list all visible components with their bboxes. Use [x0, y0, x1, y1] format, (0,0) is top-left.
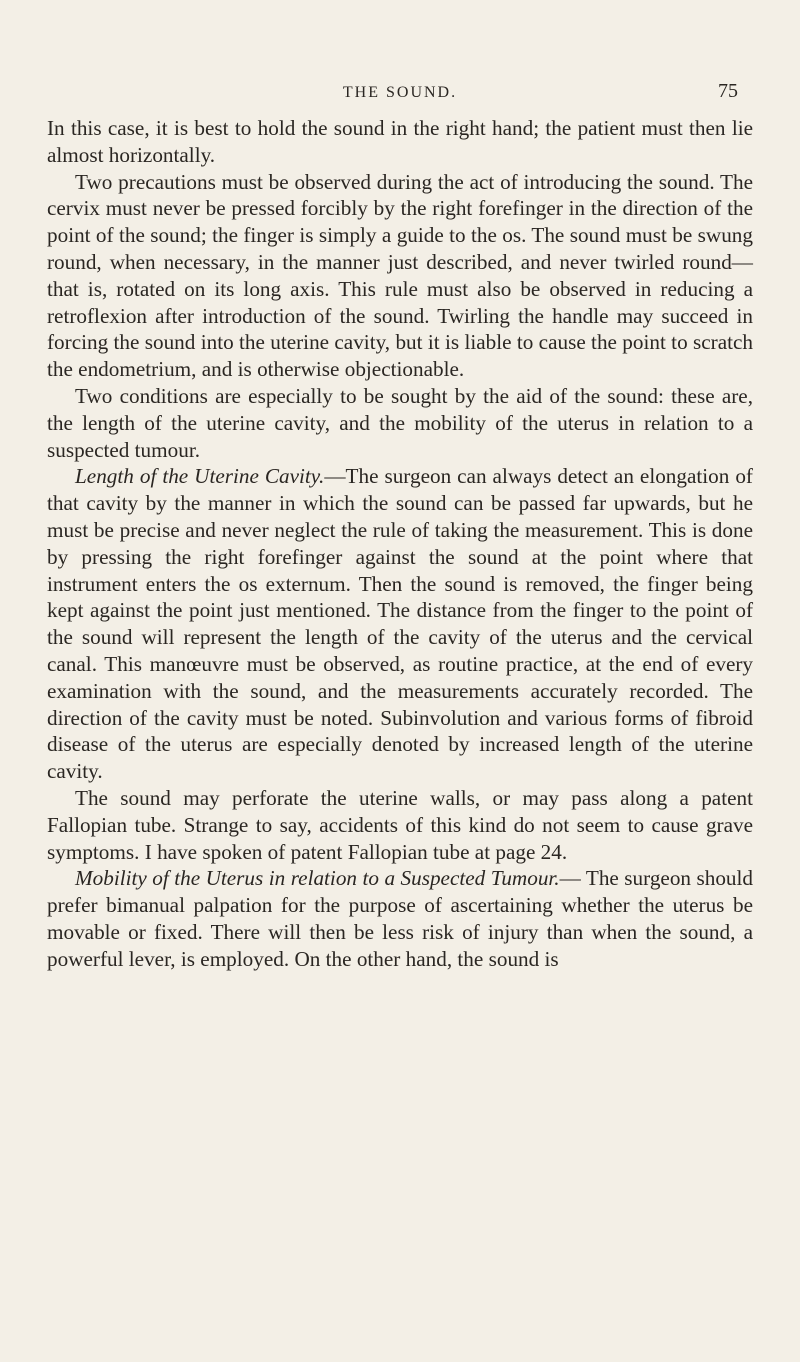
paragraph: Two precautions must be observed during the act of introducing the sound. The cervix must never be pressed forcibly by the right forefinger in the direction of the point of the sound; the finger is simply a guide to the os. The sound must be swung round, when necessary, in the manner just described, and never twirled round—that is, rotated on its long axis. This rule must also be observed in reducing a retroflexion after introduction of the sound. Twirling the handle may succeed in forcing the sound into the uterine cavity, but it is liable to cause the point to scratch the endometrium, and is otherwise objectionable. — [47, 169, 753, 382]
section-heading-length: Length of the Uterine Cavity. — [75, 464, 325, 489]
paragraph: In this case, it is best to hold the sound in the right hand; the patient must then lie almost horizontally. — [47, 116, 753, 167]
running-title: THE SOUND. — [342, 84, 458, 101]
paragraph-mobility-section — [47, 865, 753, 972]
section-text-length: —The surgeon can always detect an elongation of that cavity by the manner in which the sound can be passed far upwards, but he must be precise and never neglect the rule of taking the measurement. This is done by pressing the right forefinger against the sound at the point where that instrument enters the os externum. Then the sound is removed, the finger being kept against the point just mentioned. The distance from the finger to the point of the sound will represent the length of the cavity of the uterus and the cervical canal. This manœuvre must be observed, as routine practice, at the end of every examination with the sound, and the measurements accurately recorded. The direction of the cavity must be noted. Subinvolution and various forms of fibroid disease of the uterus are especially denoted by increased length of the uterine cavity. — [47, 464, 753, 784]
paragraph: The sound may perforate the uterine walls, or may pass along a patent Fallopian tube. Strange to say, accidents of this kind do not seem to cause grave symptoms. I have spoken of patent Fallopian tube at page 24. — [47, 785, 753, 864]
body-text — [47, 115, 753, 973]
paragraph-length-section — [47, 463, 753, 785]
section-heading-mobility: Mobility of the Uterus in relation to a Suspected Tumour. — [75, 866, 560, 891]
paragraph: Two conditions are especially to be sought by the aid of the sound: these are, the length of the uterine cavity, and the mobility of the uterus in relation to a suspected tumour. — [47, 383, 753, 462]
page-number: 75 — [718, 80, 738, 102]
section-text-mobility: — The surgeon should prefer bimanual palpation for the purpose of ascertaining whether the uterus be movable or fixed. There will then be less risk of injury than when the sound, a powerful lever, is employed. On the other hand, the sound is — [47, 866, 753, 971]
